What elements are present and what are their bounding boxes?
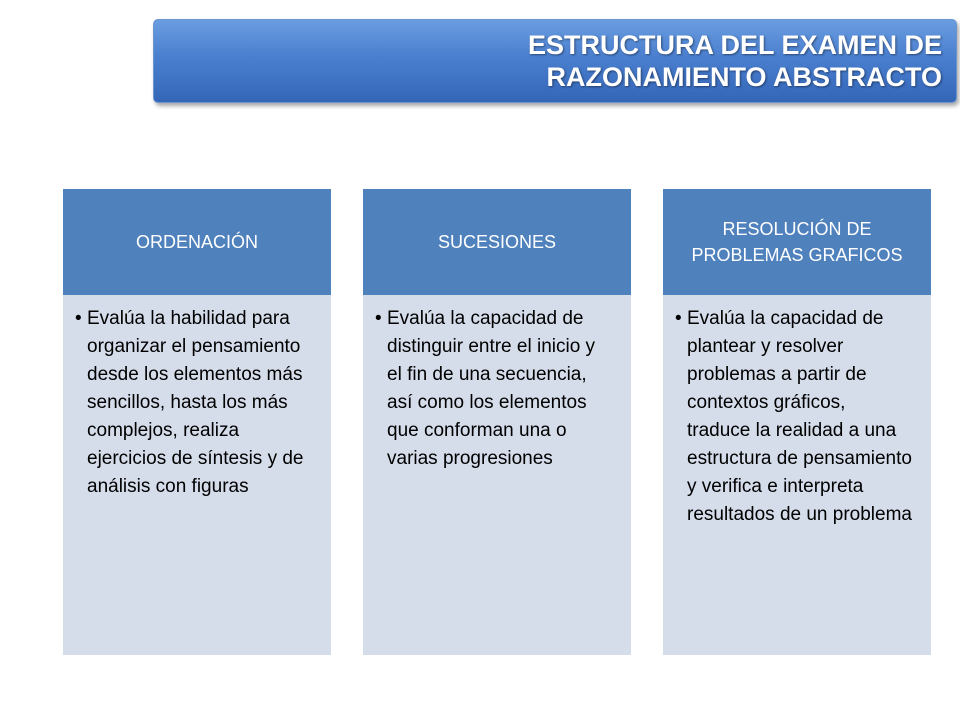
bullet-dot-icon: • [75,308,82,329]
column-header-text: RESOLUCIÓN DE PROBLEMAS GRAFICOS [691,219,903,265]
title-line-1: ESTRUCTURA DEL EXAMEN DE [527,30,942,60]
column-header [363,189,631,295]
column-body [63,295,331,655]
bullet-item [675,305,913,529]
bullet-item [75,305,313,501]
column-header-text: SUCESIONES [437,232,557,252]
bullet-text: Evalúa la habilidad para organizar el pensamiento desde los elementos más sencillos, hasta los más complejos, realiza ejercicios de síntesis y de análisis con figuras [87,308,304,497]
bullet-text: Evalúa la capacidad de plantear y resolver problemas a partir de contextos gráficos, traduce la realidad a una estructura de pensamiento y verifica e interpreta resultados de un problema [687,308,912,525]
column-header [663,189,931,295]
title-banner [153,19,957,103]
title-line-2: RAZONAMIENTO ABSTRACTO [546,62,942,92]
column-header-text: ORDENACIÓN [135,232,258,252]
column-sucesiones [363,189,631,655]
bullet-dot-icon: • [375,308,382,329]
column-body [663,295,931,655]
column-body [363,295,631,655]
column-header [63,189,331,295]
bullet-text: Evalúa la capacidad de distinguir entre el inicio y el fin de una secuencia, así como los elementos que conforman una o varias progresiones [387,308,596,469]
column-ordenacion [63,189,331,655]
bullet-dot-icon: • [675,308,682,329]
bullet-item [375,305,613,473]
column-resolucion-problemas-graficos [663,189,931,655]
